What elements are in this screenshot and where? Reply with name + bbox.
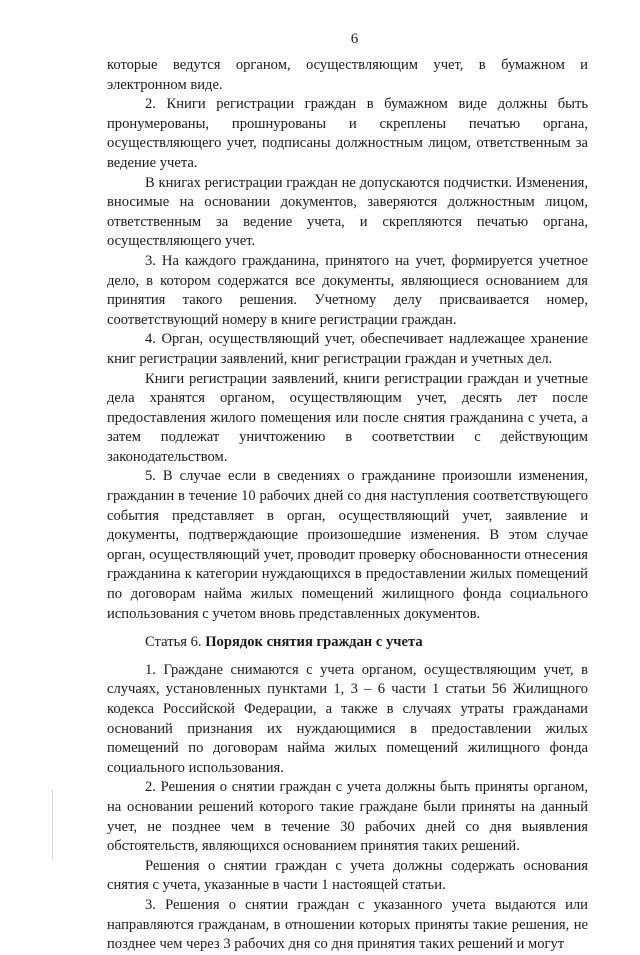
paragraph: В книгах регистрации граждан не допускаются подчистки. Изменения, вносимые на основании документов, заверяются должностным лицом, ответственным за ведение учета, и скрепляются печатью органа, осуществляющего учет. [107,174,588,250]
article-number: Статья 6. [145,634,206,651]
paragraph: 3. На каждого гражданина, принятого на учет, формируется учетное дело, в котором содержатся все документы, являющиеся основанием для принятия такого решения. Учетному делу присваивается номер, соответствующий номеру в книге регистрации граждан. [107,252,588,328]
page-number: 6 [350,31,359,47]
paragraph: 1. Граждане снимаются с учета органом, осуществляющим учет, в случаях, установленных пунктами 1, 3 – 6 части 1 статьи 56 Жилищного кодекса Российской Федерации, а также в случаях утраты гражданами оснований признания их нуждающимися в предоставлении жилых помещений по договорам найма жилых помещений жилищного фонда социального использования. [107,661,588,776]
article-heading [107,633,588,653]
paragraph: 2. Решения о снятии граждан с учета должны быть приняты органом, на основании решений которого такие граждане были приняты на данный учет, не позднее чем в течение 30 рабочих дней со дня выявления обстоятельств, являющихся основанием принятия таких решений. [107,779,588,855]
paragraph: 4. Орган, осуществляющий учет, обеспечивает надлежащее хранение книг регистрации заявлений, книг регистрации граждан и учетных дел. [107,331,588,367]
paragraph: 5. В случае если в сведениях о гражданине произошли изменения, гражданин в течение 10 рабочих дней со дня наступления соответствующего события представляет в орган, осуществляющий учет, заявление и документы, подтверждающие произошедшие изменения. В этом случае орган, осуществляющий учет, проводит проверку обоснованности отнесения гражданина к категории нуждающихся в предоставлении жилых помещений по договорам найма жилых помещений жилищного фонда социального использования с учетом вновь представленных документов. [107,468,588,622]
paragraph: Книги регистрации заявлений, книги регистрации граждан и учетные дела хранятся органом, осуществляющим учет, десять лет после предоставления жилого помещения или после снятия гражданина с учета, а затем подлежат уничтожению в соответствии с действующим законодательством. [107,370,588,465]
scan-artifact-line [52,790,53,860]
paragraph: 3. Решения о снятии граждан с указанного учета выдаются или направляются гражданам, в отношении которых приняты такие решения, не позднее чем через 3 рабочих дня со дня принятия таких решений и могут [107,896,588,953]
paragraph: 2. Книги регистрации граждан в бумажном виде должны быть пронумерованы, прошнурованы и скреплены печатью органа, осуществляющего учет, подписаны должностным лицом, ответственным за ведение учета. [107,96,588,171]
paragraph: которые ведутся органом, осуществляющим учет, в бумажном и электронном виде. [107,57,588,93]
article-title: Порядок снятия граждан с учета [205,634,423,651]
paragraph: Решения о снятии граждан с учета должны содержать основания снятия с учета, указанные в части 1 настоящей статьи. [107,857,588,894]
document-body [107,56,588,955]
